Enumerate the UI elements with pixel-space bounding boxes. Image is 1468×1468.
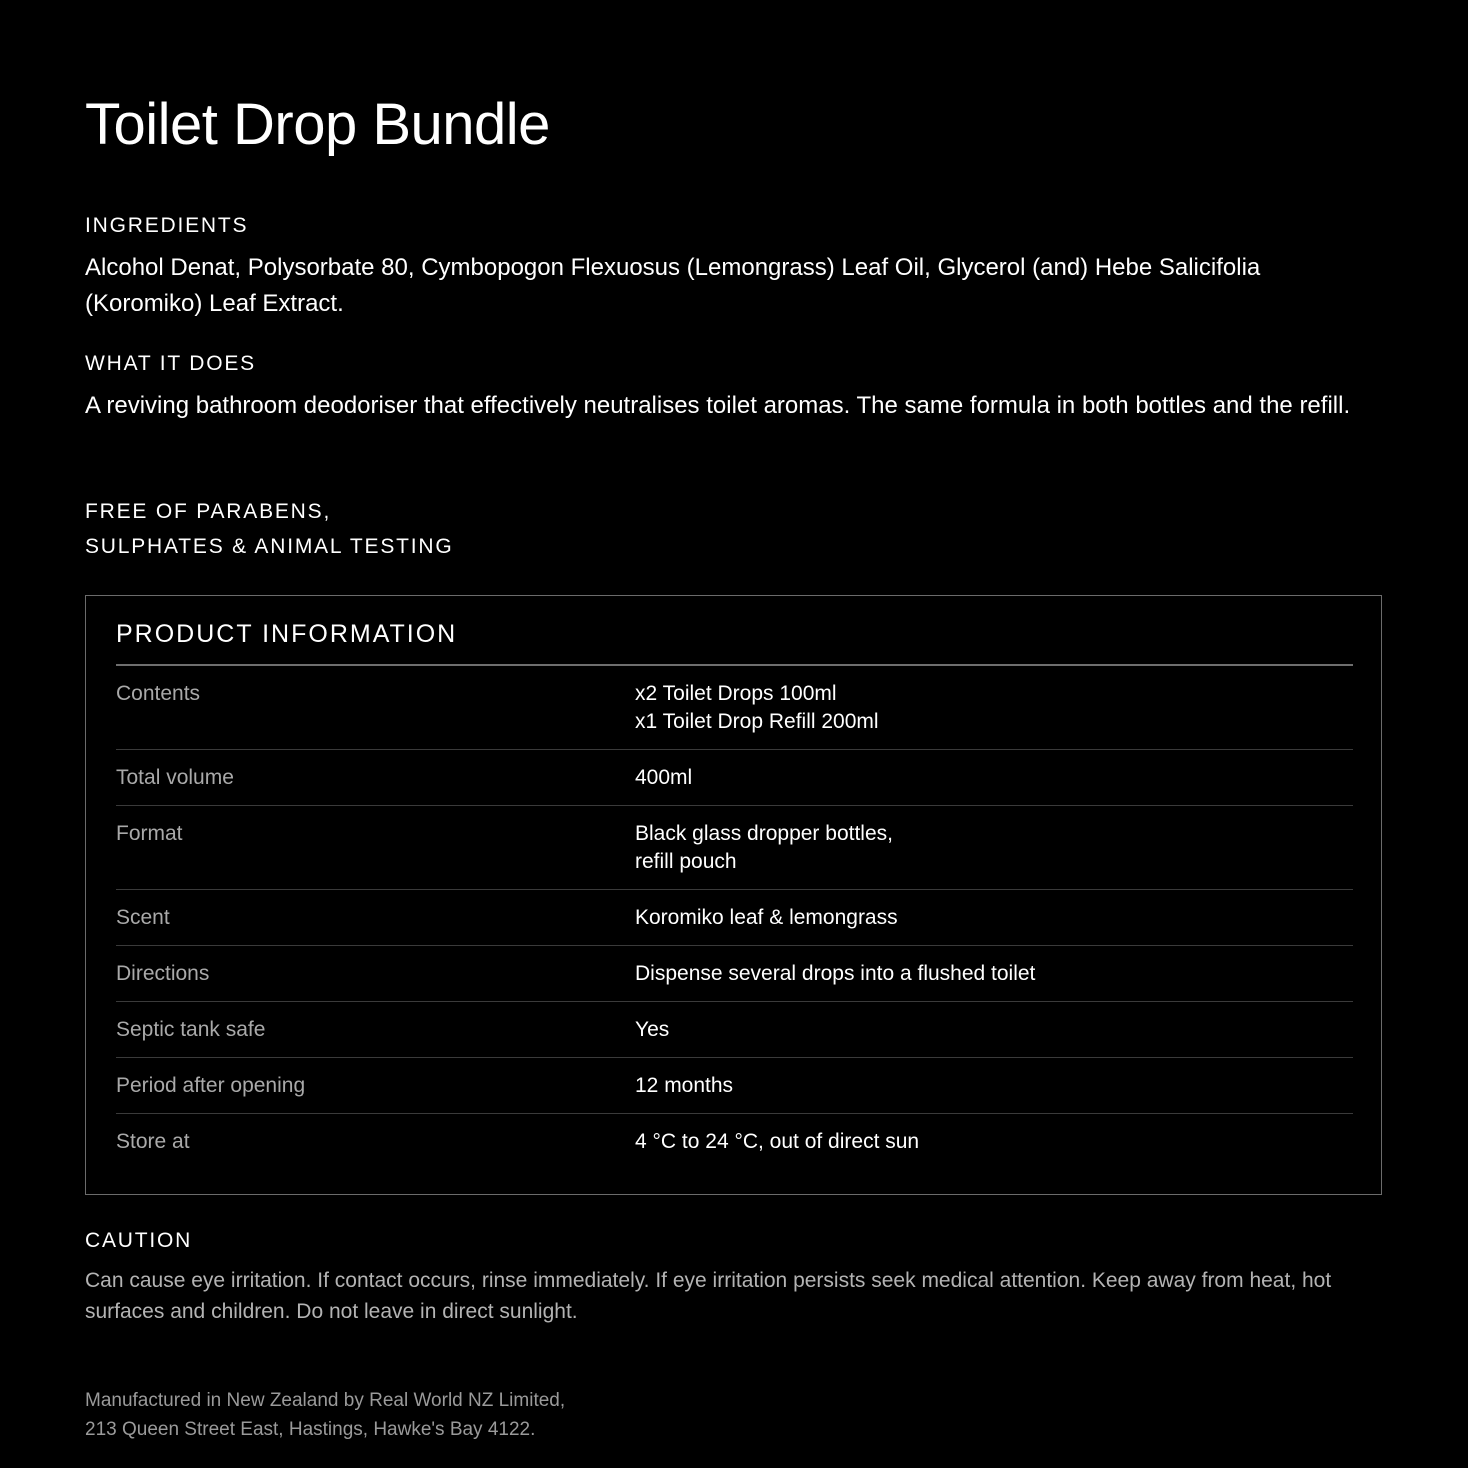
- info-row-label: Contents: [116, 682, 201, 705]
- product-information-heading: PRODUCT INFORMATION: [116, 620, 458, 648]
- product-information-table: [116, 666, 1353, 1169]
- info-row-value: [635, 680, 1353, 736]
- info-row-label: Period after opening: [116, 1074, 306, 1097]
- info-row-value: [635, 1128, 1353, 1156]
- manufacturer-line-2: 213 Queen Street East, Hastings, Hawke's Bay 4122.: [85, 1419, 536, 1440]
- info-row-label: Total volume: [116, 766, 234, 789]
- manufacturer-address: [85, 1386, 565, 1444]
- info-row-value-line: Black glass dropper bottles,: [635, 822, 893, 845]
- info-row: [116, 1058, 1353, 1114]
- page-title: Toilet Drop Bundle: [85, 92, 550, 157]
- info-row-value-line: x1 Toilet Drop Refill 200ml: [635, 710, 879, 733]
- info-row-label: Format: [116, 822, 183, 845]
- info-row-value: [635, 820, 1353, 876]
- info-row-value-line: Yes: [635, 1018, 670, 1041]
- info-row-value-line: Dispense several drops into a flushed toilet: [635, 962, 1036, 985]
- info-row-value: [635, 1072, 1353, 1100]
- info-row-value-line: refill pouch: [635, 850, 737, 873]
- info-row-label: Directions: [116, 962, 210, 985]
- info-row-value: [635, 1016, 1353, 1044]
- info-row: [116, 806, 1353, 890]
- free-of-statement: [85, 494, 454, 564]
- product-information-panel: [85, 595, 1382, 1195]
- what-it-does-heading: WHAT IT DOES: [85, 352, 256, 375]
- free-of-line-1: FREE OF PARABENS,: [85, 500, 332, 523]
- ingredients-text: Alcohol Denat, Polysorbate 80, Cymbopogon Flexuosus (Lemongrass) Leaf Oil, Glycerol (and) Hebe Salicifolia (Koromiko) Leaf Extract.: [85, 254, 1261, 317]
- info-row: [116, 890, 1353, 946]
- ingredients-heading: INGREDIENTS: [85, 214, 249, 237]
- info-row-value: [635, 960, 1353, 988]
- info-row-value-line: Koromiko leaf & lemongrass: [635, 906, 898, 929]
- free-of-line-2: SULPHATES & ANIMAL TESTING: [85, 535, 454, 558]
- info-row-value-line: 4 °C to 24 °C, out of direct sun: [635, 1130, 920, 1153]
- info-row-value: [635, 764, 1353, 792]
- what-it-does-text: A reviving bathroom deodoriser that effectively neutralises toilet aromas. The same formula in both bottles and the refill.: [85, 392, 1351, 419]
- info-row-value-line: x2 Toilet Drops 100ml: [635, 682, 837, 705]
- info-row-value-line: 12 months: [635, 1074, 734, 1097]
- info-row-label: Scent: [116, 906, 170, 929]
- info-row: [116, 946, 1353, 1002]
- info-row-value: [635, 904, 1353, 932]
- manufacturer-line-1: Manufactured in New Zealand by Real World NZ Limited,: [85, 1390, 566, 1411]
- info-row-label: Store at: [116, 1130, 190, 1153]
- info-row: [116, 666, 1353, 750]
- info-row: [116, 750, 1353, 806]
- info-row-label: Septic tank safe: [116, 1018, 266, 1041]
- info-row: [116, 1114, 1353, 1169]
- caution-heading: CAUTION: [85, 1229, 193, 1252]
- caution-text: Can cause eye irritation. If contact occurs, rinse immediately. If eye irritation persists seek medical attention. Keep away from heat, hot surfaces and children. Do not leave in direct sunlight.: [85, 1269, 1332, 1323]
- info-row-value-line: 400ml: [635, 766, 693, 789]
- info-row: [116, 1002, 1353, 1058]
